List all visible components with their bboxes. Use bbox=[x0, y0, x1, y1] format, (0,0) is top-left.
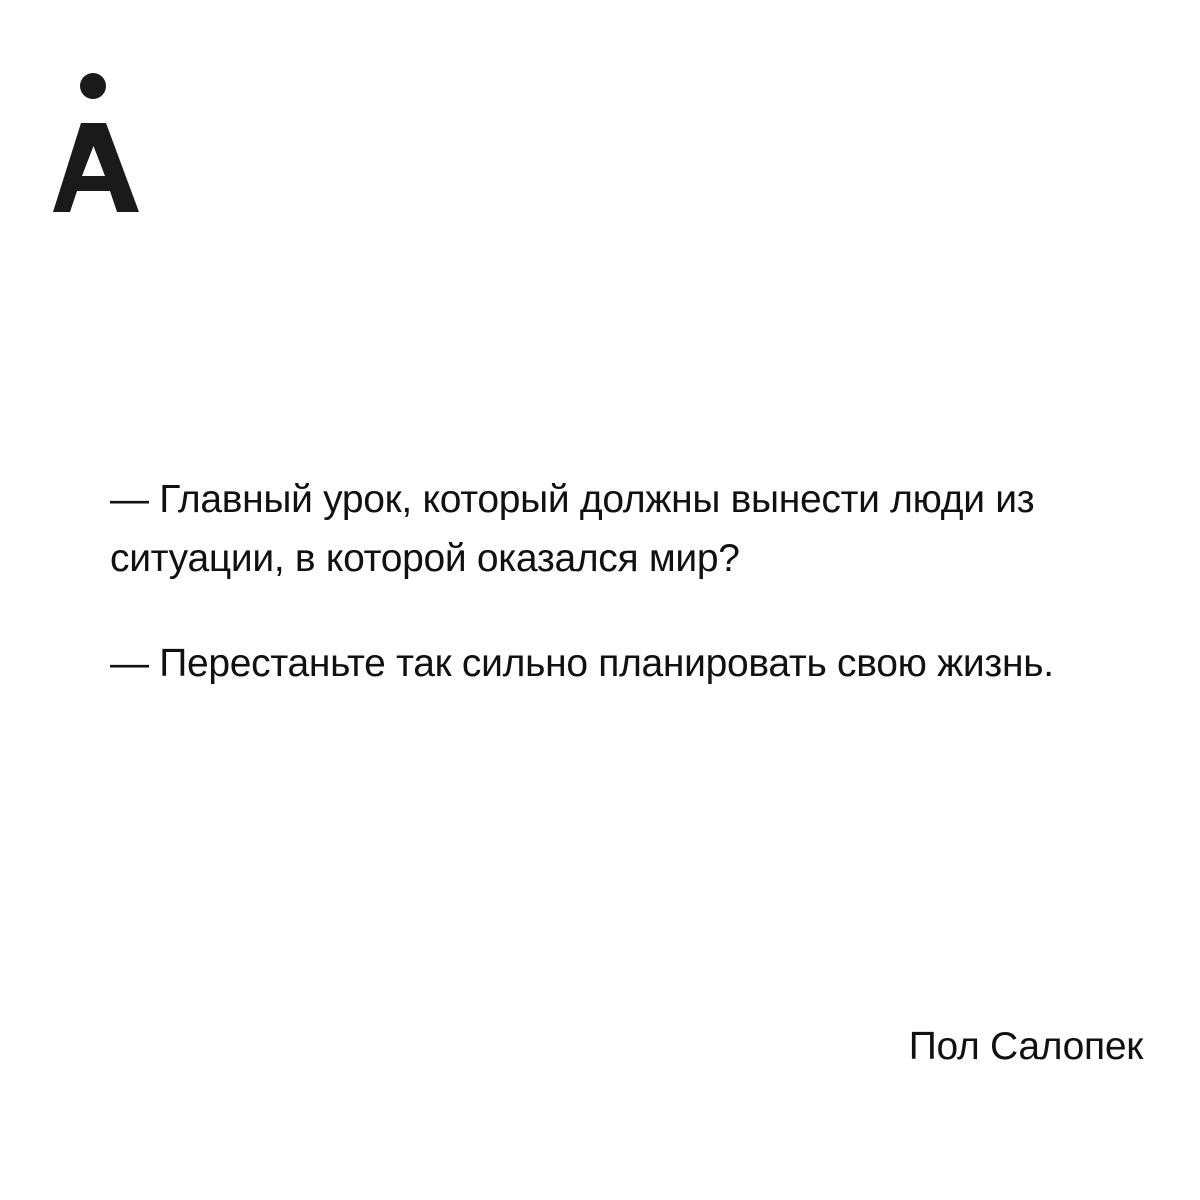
quote-answer: — Перестаньте так сильно планировать свою жизнь. bbox=[110, 642, 1054, 685]
quote-question: — Главный урок, который должны вынести люди из ситуации, в которой оказался мир? bbox=[110, 478, 1035, 580]
brand-logo-icon bbox=[53, 72, 139, 212]
logo-dot bbox=[80, 73, 106, 99]
logo-letter-a bbox=[53, 123, 139, 212]
quote-author: Пол Салопек bbox=[908, 1025, 1143, 1068]
interview-quote bbox=[110, 470, 1110, 693]
